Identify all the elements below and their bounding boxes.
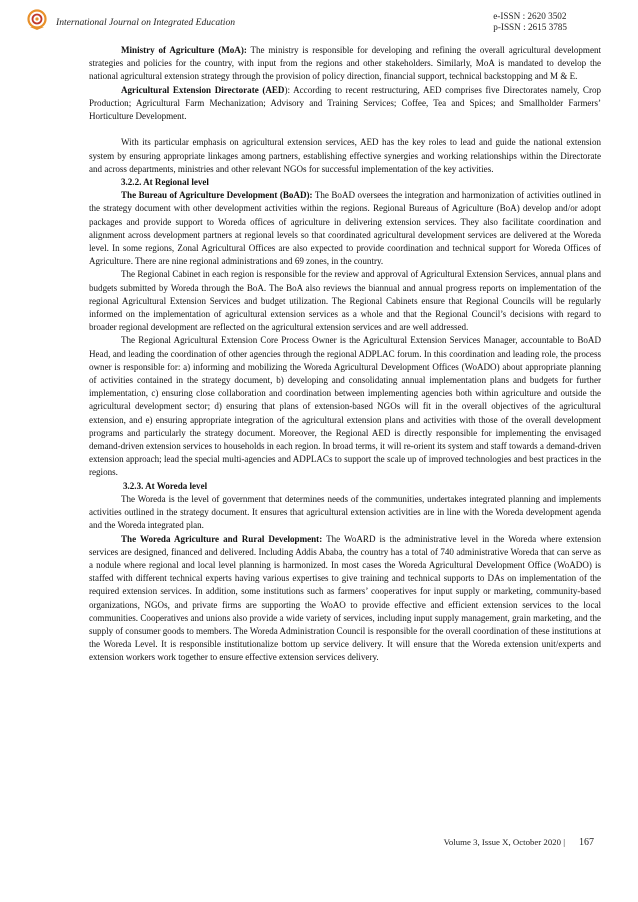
paragraph-core-process: The Regional Agricultural Extension Core Process Owner is the Agricultural Extension Services Manager, accountable to BoAD Head, and leading the coordination of other agencies through the regional ADPLAC forum. In this coordination and leading role, the process owner is responsible for: a) informing and mobilizing the Woreda Agricultural Development Offices (WoADO) about appropriate planning of activities contained in the strategy document, b) developing and consolidating annual implementation plans and budgets for further implementation, c) ensuring close collaboration and coordination between implementing agencies both within agriculture and outside the agricultural development sector; d) ensuring that plans of extension-based NGOs will fit in the overall objectives of the agricultural extension, and e) ensuring appropriate integration of the agricultural extension plans and activities with those of the overall development programs and particularly the strategy document. Moreover, the Regional AED is directly responsible for implementing the envisaged demand-driven extension services to households in each region. In broad terms, it will re-orient its system and staff towards a demand-driven extension approach; lead the special multi-agencies and ADPLACs to support the scale up of improved technologies and best practices in the regions. bbox=[89, 335, 601, 478]
journal-title: International Journal on Integrated Education bbox=[56, 17, 236, 28]
aed-heading: Agricultural Extension Directorate (AED bbox=[121, 84, 285, 95]
moa-text: The ministry is responsible for developing and refining the overall agricultural development strategies and policies for the country, with input from the regions and other stakeholders. Similarly, MoA is mandated to develop the national agricultural extension strategy through the provision of policy direction, financial support, technical backstopping and M & E. bbox=[89, 45, 602, 82]
paragraph-woreda: The Woreda is the level of government that determines needs of the communities, undertakes integrated planning and implements activities outlined in the strategy document. It ensures that agricultural extension activities are in line with the Woreda development agenda and the Woreda integrated plan. bbox=[89, 493, 601, 531]
section-heading-woreda: 3.2.3. At Woreda level bbox=[123, 480, 208, 491]
boad-heading: The Bureau of Agriculture Development (BoAD): bbox=[121, 190, 313, 201]
journal-logo-icon bbox=[27, 9, 47, 31]
woard-text: The WoARD is the administrative level in the Woreda where extension services are designed, financed and delivered. Including Addis Ababa, the country has a total of 740 administrative Woreda that can serve as a nodule where regional and local level planning is harmonized. In most cases the Woreda Agricultural Development Office (WoADO) is staffed with different technical experts having various expertises to give training and technical supports to DAs on implementation of the required extension services. In addition, some institutions such as farmers’ cooperatives for input supply or marketing, community-based organizations, NGOs, and private firms are supporting the WoAO to provide effective and efficient extension services to the local communities. Cooperatives and unions also provide a wide variety of services, including input supply management, grain marketing, and the supply of consumer goods to members. The Woreda Administration Council is responsible for the overall coordination of these institutions at the Woreda Level. It is responsible institutionalize bottom up service delivery. It will ensure that the Woreda extension unit/experts and extension workers work together to ensure effective extension services delivery. bbox=[89, 533, 601, 663]
paragraph-woard bbox=[89, 533, 601, 665]
page-number: 167 bbox=[579, 837, 594, 848]
page-footer bbox=[444, 837, 594, 848]
paragraph-boad bbox=[89, 189, 601, 268]
article-body bbox=[89, 44, 601, 665]
paragraph-moa bbox=[89, 44, 601, 84]
eissn: e-ISSN : 2620 3502 bbox=[493, 11, 567, 21]
pissn: p-ISSN : 2615 3785 bbox=[493, 22, 567, 32]
paragraph-regional-cabinet: The Regional Cabinet in each region is responsible for the review and approval of Agricultural Extension Services, annual plans and budgets submitted by Woreda through the BoA. The BoA also reviews the biannual and annual progress reports on implementation of the regional Agricultural Extension Services and budget utilization. The Regional Cabinets ensure that Regional Councils will be regularly informed on the implementation of agricultural extension services as a whole and that the Regional Council’s decisions with regard to broader regional development are reflected on the agricultural extension services and are well addressed. bbox=[89, 269, 601, 333]
paragraph-aed bbox=[89, 84, 601, 124]
paragraph-aed-roles: With its particular emphasis on agricultural extension services, AED has the key roles to lead and guide the national extension system by ensuring appropriate linkages among partners, establishing effective synergies and working relationships within the Directorate and across departments, ministries and other relevant NGOs for successful implementation of the key activities. bbox=[89, 137, 601, 174]
aed-text: ): According to recent restructuring, AED comprises five Directorates namely, Crop Production; Agricultural Farm Mechanization; Advisory and Training Services; Coffee, Tea and Spices; and Smallholder Farmers’ Horticulture Development. bbox=[89, 84, 602, 122]
woard-heading: The Woreda Agriculture and Rural Development: bbox=[121, 533, 323, 544]
volume-info: Volume 3, Issue X, October 2020 | bbox=[443, 837, 565, 847]
section-heading-regional: 3.2.2. At Regional level bbox=[121, 177, 209, 188]
moa-heading: Ministry of Agriculture (MoA): bbox=[121, 45, 247, 55]
boad-text: The BoAD oversees the integration and harmonization of activities outlined in the strategy document with other development activities within the regions. Regional Bureaus of Agriculture (BoA) develop and/or adopt packages and provide support to Woreda offices of agriculture in delivering extension services. They also facilitate coordination and alignment across development partners at regional levels so that coordinated agricultural development services are delivered at the Woreda level. In some regions, Zonal Agricultural Offices are also expected to provide coordination and technical support for Woreda Offices of Agriculture. There are nine regional administrations and 69 zones, in the country. bbox=[89, 190, 601, 267]
issn-block bbox=[493, 11, 567, 33]
